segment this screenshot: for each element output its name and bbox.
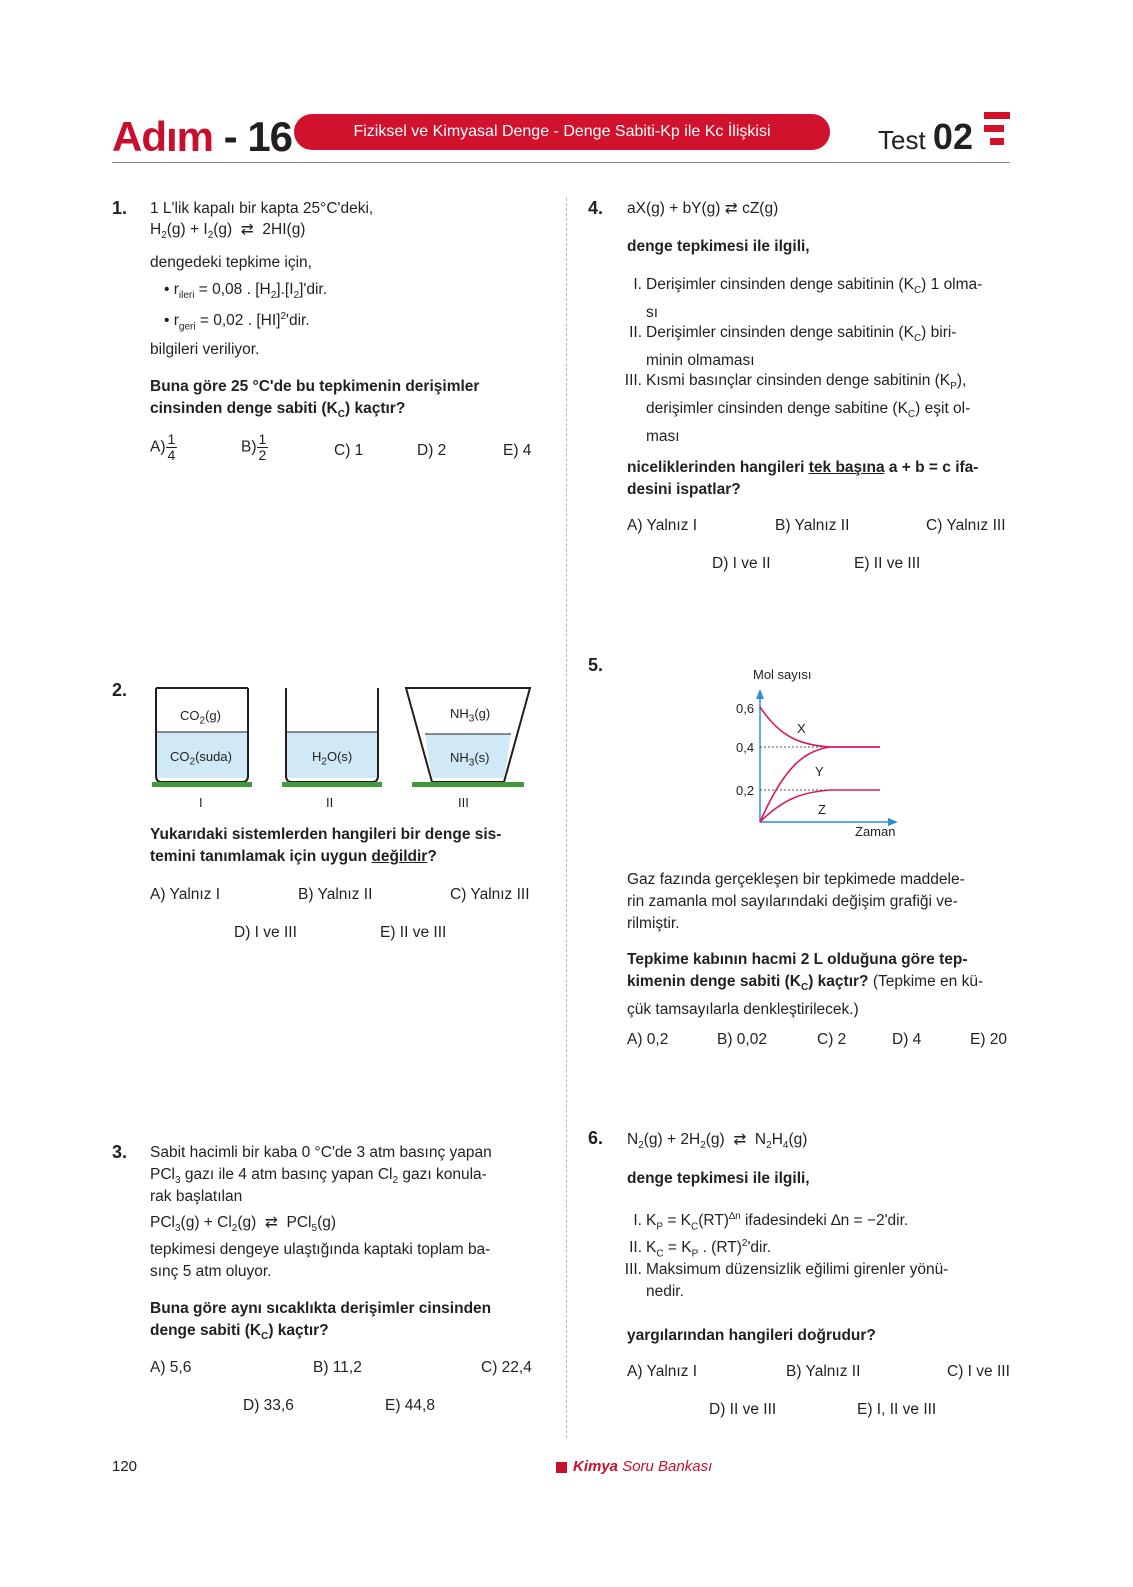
q2-c3-liquid-label: $NH_3(s)$ xyxy=(450,750,490,769)
q6-option-d[interactable]: D) II ve III xyxy=(709,1401,777,1418)
q1-option-e[interactable]: E) 4 xyxy=(503,442,532,459)
q4-question: niceliklerinden hangileri tek başına a + b = c ifa- desini ispatlar? xyxy=(627,459,979,498)
brand-square-icon xyxy=(556,1462,567,1473)
q1-forward-rate: • $r_{ileri} = 0,08$ . $[H_2].[I_2]'dir$. xyxy=(164,281,328,302)
page-number: 120 xyxy=(112,1458,138,1475)
q6-reaction: $N_2(g) + 2H_2(g)$ ⇄ $N_2H_4(g)$ xyxy=(627,1131,808,1152)
q6-intro: denge tepkimesi ile ilgili, xyxy=(627,1170,810,1187)
q2-number: 2. xyxy=(112,680,128,700)
q2-label-iii: III xyxy=(458,795,469,810)
q3-question: Buna göre aynı sıcaklıkta derişimler cinsinden denge sabiti $(K_C)$ kaçtır? xyxy=(150,1300,492,1343)
fraction: $\frac{1}{2}$ xyxy=(258,431,267,463)
q2-option-a[interactable]: A) Yalnız I xyxy=(150,886,221,903)
q3-line-5: tepkimesi dengeye ulaştığında kaptaki toplam ba- xyxy=(150,1241,491,1258)
q3-option-a[interactable]: A) 5,6 xyxy=(150,1359,192,1376)
q4-reaction: aX(g) + bY(g) ⇄ cZ(g) xyxy=(627,200,779,217)
column-divider xyxy=(566,198,567,1438)
q6-item-iii: III. Maksimum düzensizlik eğilimi girenler yönü- nedir. xyxy=(624,1261,949,1300)
q5-option-b[interactable]: B) 0,02 xyxy=(717,1031,767,1048)
q5-option-c[interactable]: C) 2 xyxy=(817,1031,847,1048)
q1-question: Buna göre 25 °C'de bu tepkimenin derişimler cinsinden denge sabiti $(K_C)$ kaçtır? xyxy=(150,378,480,421)
q1-option-b[interactable]: B) $\frac{1}{2}$ xyxy=(241,431,267,463)
brand-mark-icon xyxy=(984,112,1010,152)
q5-tick-06: 0,6 xyxy=(736,701,755,716)
q3-line-1: Sabit hacimli bir kaba 0 °C'de 3 atm basınç yapan xyxy=(150,1144,492,1161)
q1-number: 1. xyxy=(112,198,128,218)
q5-option-e[interactable]: E) 20 xyxy=(970,1031,1008,1048)
q2-option-c[interactable]: C) Yalnız III xyxy=(450,886,530,903)
q6-item-ii: II. $K_C = K_P$ . (RT)$^2$'dir. xyxy=(629,1238,772,1260)
q2-option-b[interactable]: B) Yalnız II xyxy=(298,886,373,903)
q5-option-a[interactable]: A) 0,2 xyxy=(627,1031,669,1048)
brand-logo: Adım - 16 xyxy=(112,113,293,160)
q4-number: 4. xyxy=(588,198,604,218)
q4-option-a[interactable]: A) Yalnız I xyxy=(627,517,698,534)
q6-number: 6. xyxy=(588,1128,604,1148)
q5-series-x-label: X xyxy=(797,721,806,736)
q1-intro: 1 L'lik kapalı bir kapta 25°C'deki, xyxy=(150,200,374,217)
q5-option-d[interactable]: D) 4 xyxy=(892,1031,922,1048)
q3-number: 3. xyxy=(112,1142,128,1162)
q1-context: dengedeki tepkime için, xyxy=(150,254,312,271)
q1-option-a[interactable]: A) $\frac{1}{4}$ xyxy=(150,431,176,463)
q6-option-a[interactable]: A) Yalnız I xyxy=(627,1363,698,1380)
q1-option-d[interactable]: D) 2 xyxy=(417,442,447,459)
q2-option-e[interactable]: E) II ve III xyxy=(380,924,447,941)
q4-item-i: I. Derişimler cinsinden denge sabitinin $(K_C)$ 1 olma- sı xyxy=(633,276,983,322)
q6-option-e[interactable]: E) I, II ve III xyxy=(857,1401,937,1418)
q4-item-iii: III. Kısmi basınçlar cinsinden denge sabitinin $(K_P)$, derişimler cinsinden denge sabitine $(K_C)$ eşit ol- ması xyxy=(624,372,971,446)
q4-item-ii: II. Derişimler cinsinden denge sabitinin $(K_C)$ biri- minin olmaması xyxy=(629,324,957,370)
q5-question: Tepkime kabının hacmi 2 L olduğuna göre tep- kimenin denge sabiti $(K_C)$ kaçtır? (Tepkime en kü- çük tamsayılarla denkleştirilecek.) xyxy=(627,951,984,1019)
q3-option-e[interactable]: E) 44,8 xyxy=(385,1397,435,1414)
q4-option-c[interactable]: C) Yalnız III xyxy=(926,517,1006,534)
q1-reverse-rate: • $r_{geri} = 0,02$ . [HI]$^2$'dir. xyxy=(164,311,310,333)
q2-label-ii: II xyxy=(326,795,334,810)
q5-number: 5. xyxy=(588,655,604,675)
q3-line-3: rak başlatılan xyxy=(150,1188,243,1205)
fraction: $\frac{1}{4}$ xyxy=(167,431,176,463)
q2-option-d[interactable]: D) I ve III xyxy=(234,924,297,941)
q3-reaction: $PCl_3(g) + Cl_2(g)$ ⇄ PCl$_5$(g) xyxy=(150,1214,337,1235)
q5-series-y-label: Y xyxy=(815,764,824,779)
footer-brand: Kimya Soru Bankası xyxy=(556,1458,712,1475)
q3-option-c[interactable]: C) 22,4 xyxy=(481,1359,532,1376)
q5-series-z-label: Z xyxy=(818,802,826,817)
q5-tick-04: 0,4 xyxy=(736,740,755,755)
q6-option-b[interactable]: B) Yalnız II xyxy=(786,1363,861,1380)
q4-option-b[interactable]: B) Yalnız II xyxy=(775,517,850,534)
q3-option-b[interactable]: B) 11,2 xyxy=(313,1359,362,1376)
q1-given: bilgileri veriliyor. xyxy=(150,341,260,358)
q5-ylabel: Mol sayısı xyxy=(753,667,812,682)
q6-item-i: I. $K_P = K_C(RT)^{\Delta n}$ ifadesindeki ∆n = −2'dir. xyxy=(633,1211,909,1233)
q1-reaction: $H_2(g) + I_2(g)$ ⇄ 2HI(g) xyxy=(150,221,306,242)
q5-tick-02: 0,2 xyxy=(736,783,755,798)
q4-option-d[interactable]: D) I ve II xyxy=(712,555,771,572)
q2-containers-figure xyxy=(150,684,535,812)
q3-option-d[interactable]: D) 33,6 xyxy=(243,1397,294,1414)
topic-banner: Fiziksel ve Kimyasal Denge - Denge Sabiti-Kp ile Kc İlişkisi xyxy=(294,114,830,150)
q4-option-e[interactable]: E) II ve III xyxy=(854,555,921,572)
test-label: Test 02 xyxy=(878,116,973,157)
q3-line-6: sınç 5 atm oluyor. xyxy=(150,1263,272,1280)
q6-option-c[interactable]: C) I ve III xyxy=(947,1363,1010,1380)
q4-intro: denge tepkimesi ile ilgili, xyxy=(627,238,810,255)
q2-c1-liquid-label: $CO_2(suda)$ xyxy=(170,749,232,768)
q3-line-2: PCl$_3$ gazı ile 4 atm basınç yapan $Cl_2$ gazı konula- xyxy=(150,1166,487,1187)
q5-mole-time-graph xyxy=(730,665,910,845)
q2-c1-gas-label: $CO_2(g)$ xyxy=(180,708,221,727)
q6-question: yargılarından hangileri doğrudur? xyxy=(627,1327,876,1344)
q5-text: Gaz fazında gerçekleşen bir tepkimede maddele- rin zamanla mol sayılarındaki değişim grafiği ve- rilmiştir. xyxy=(627,871,965,932)
header-divider xyxy=(112,162,1010,163)
q1-option-c[interactable]: C) 1 xyxy=(334,442,364,459)
q2-question: Yukarıdaki sistemlerden hangileri bir denge sis- temini tanımlamak için uygun değildir? xyxy=(150,826,502,865)
q2-label-i: I xyxy=(199,795,203,810)
q2-c2-liquid-label: $H_2O(s)$ xyxy=(312,749,353,768)
q5-xlabel: Zaman xyxy=(855,824,896,839)
q2-c3-gas-label: $NH_3(g)$ xyxy=(450,706,491,725)
